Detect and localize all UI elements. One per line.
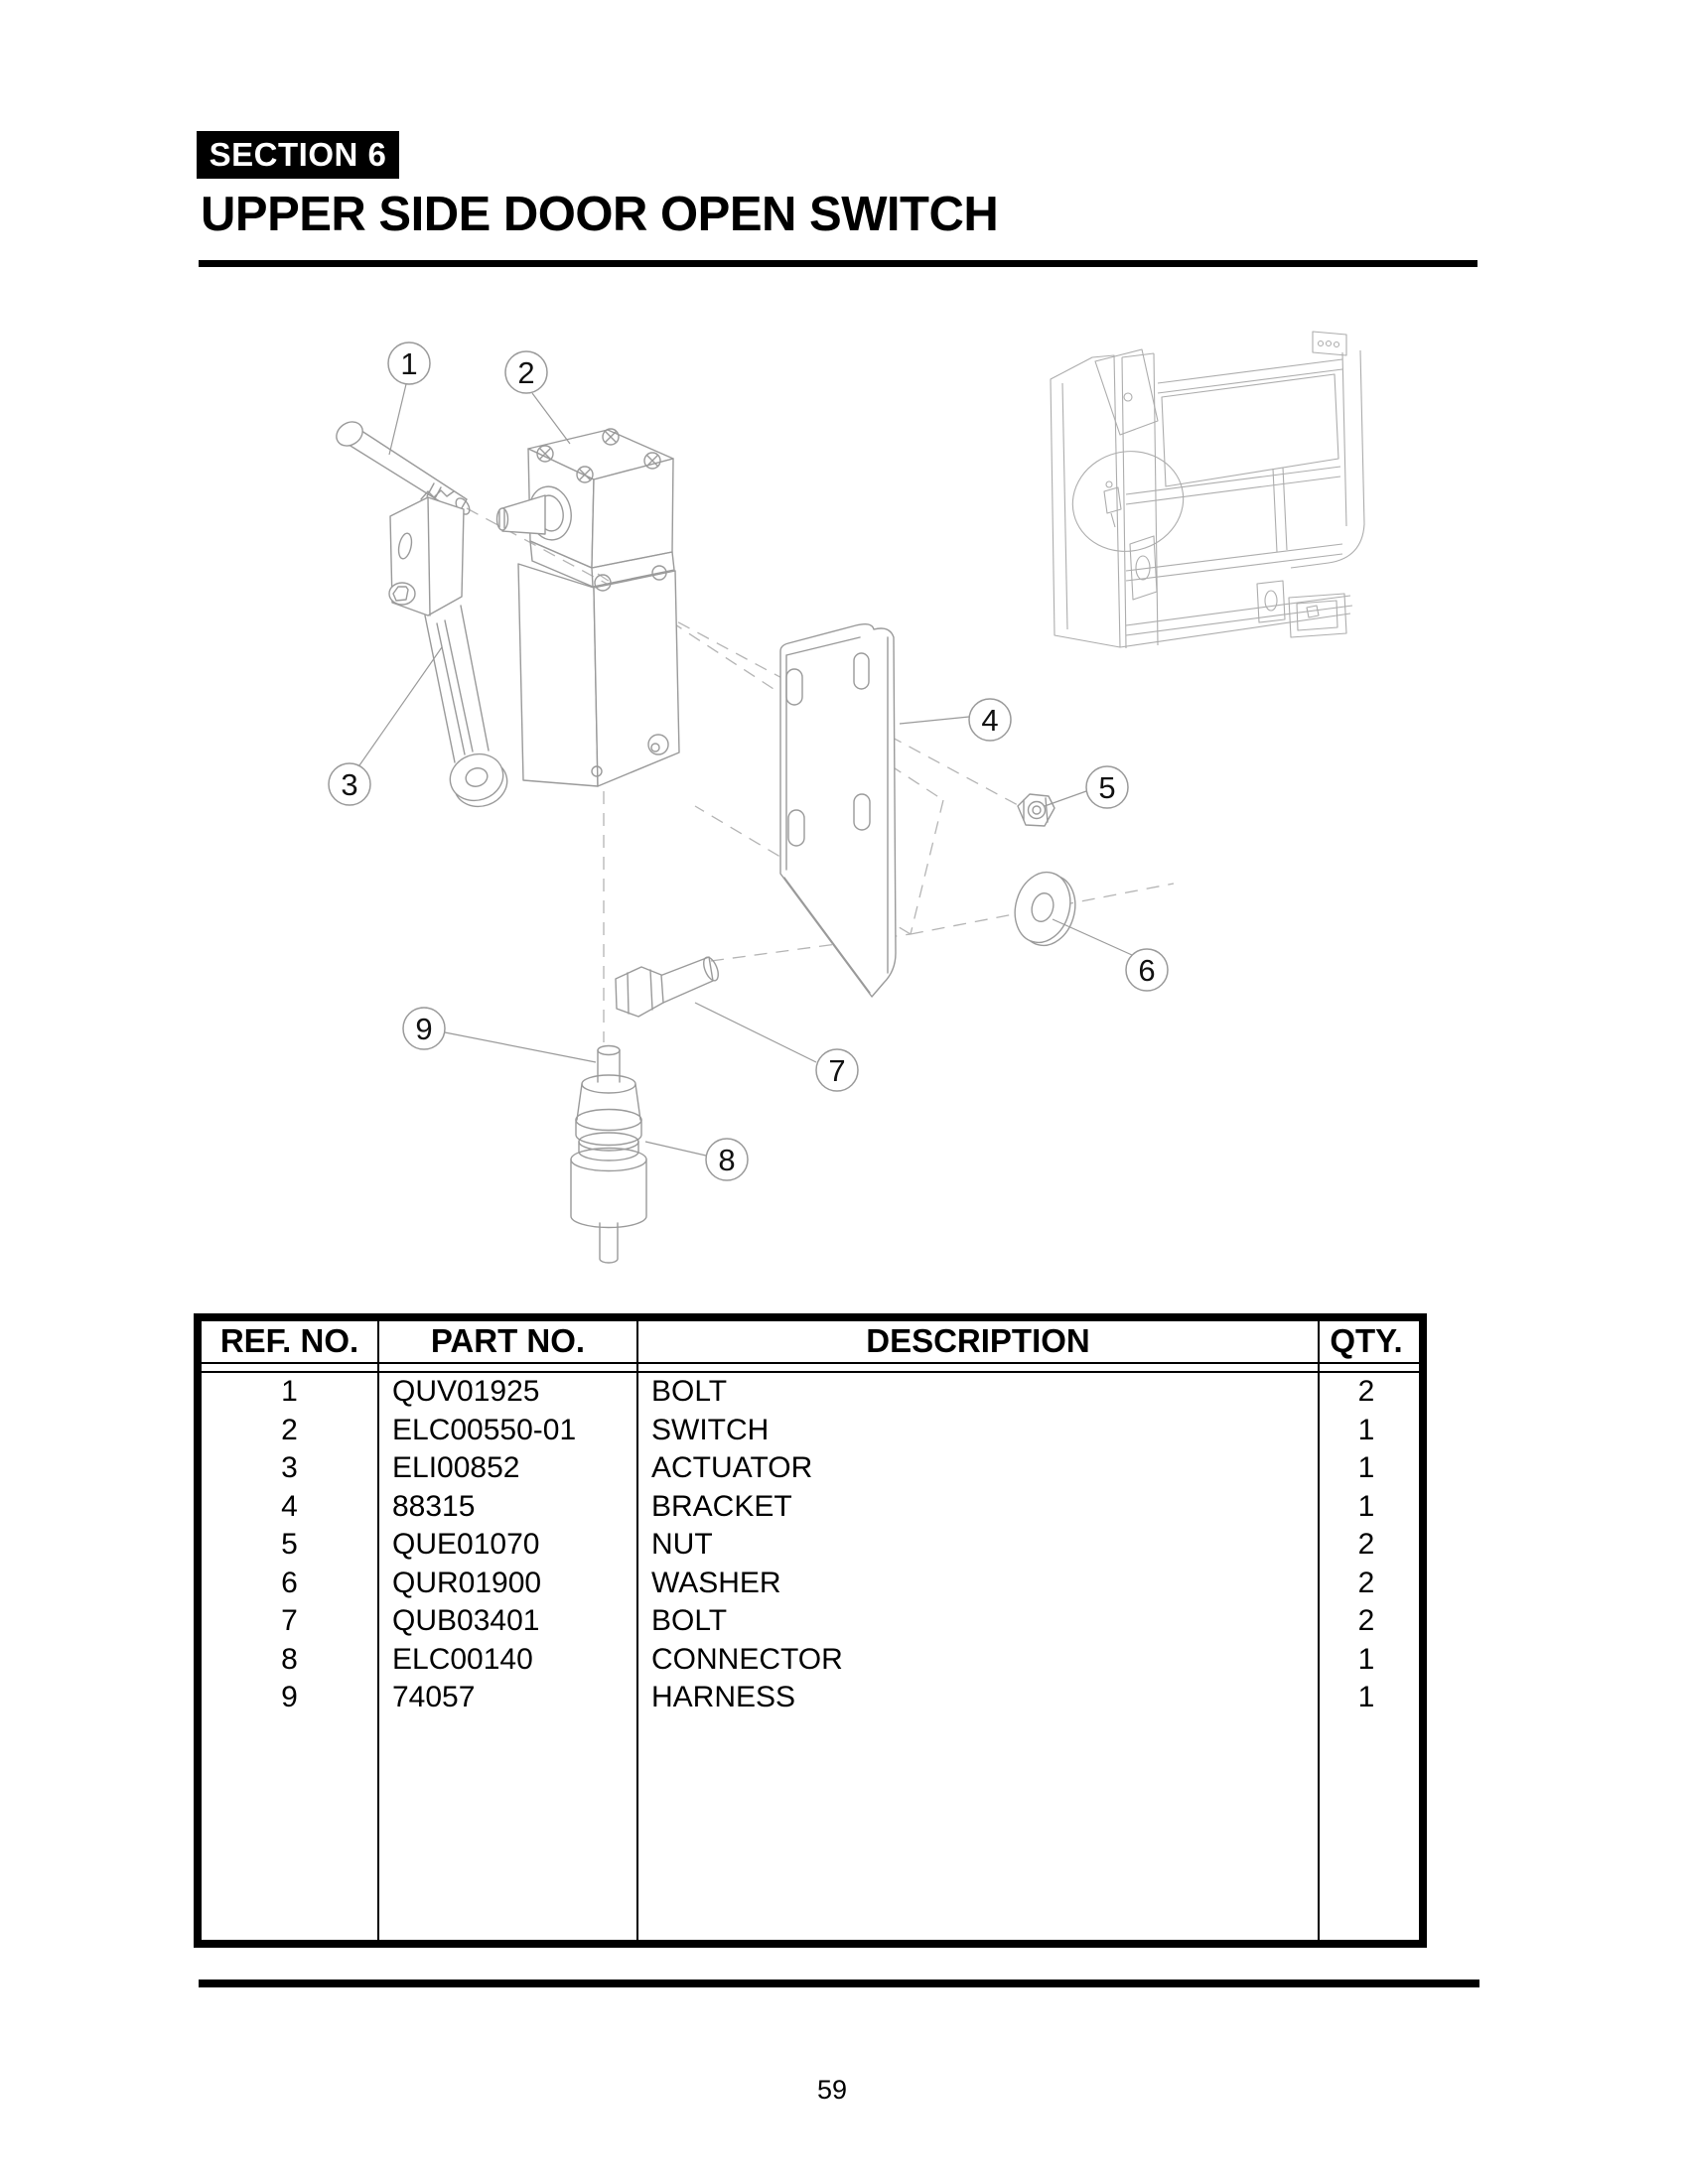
part-bolt-1 <box>332 417 472 516</box>
title-rule <box>199 260 1477 267</box>
table-row: 9 74057 HARNESS 1 <box>202 1679 1419 1717</box>
header-description: DESCRIPTION <box>638 1321 1320 1362</box>
table-row: 4 88315 BRACKET 1 <box>202 1488 1419 1527</box>
callout-9 <box>403 1008 445 1049</box>
part-washer <box>1007 866 1083 952</box>
svg-text:6: 6 <box>1138 953 1156 988</box>
callout-3 <box>329 763 370 805</box>
callout-2 <box>505 351 547 393</box>
svg-text:4: 4 <box>981 703 999 738</box>
table-row: 7 QUB03401 BOLT 2 <box>202 1602 1419 1641</box>
callout-4 <box>969 699 1011 741</box>
table-empty-space <box>202 1717 1419 1941</box>
callout-1 <box>388 342 430 384</box>
header-ref-no: REF. NO. <box>202 1321 379 1362</box>
parts-table <box>194 1313 1427 1948</box>
table-row: 3 ELI00852 ACTUATOR 1 <box>202 1449 1419 1488</box>
table-row: 8 ELC00140 CONNECTOR 1 <box>202 1641 1419 1680</box>
callout-8 <box>706 1139 748 1180</box>
table-header-row <box>202 1321 1419 1364</box>
svg-text:7: 7 <box>828 1053 846 1088</box>
door-frame-assembly-art <box>1051 332 1364 648</box>
part-actuator <box>389 490 513 813</box>
svg-text:8: 8 <box>718 1143 736 1177</box>
header-part-no: PART NO. <box>379 1321 638 1362</box>
table-row: 6 QUR01900 WASHER 2 <box>202 1565 1419 1603</box>
page-title: UPPER SIDE DOOR OPEN SWITCH <box>201 188 999 241</box>
section-badge: SECTION 6 <box>197 131 399 179</box>
part-connector <box>571 1046 646 1264</box>
part-nut <box>1018 794 1055 826</box>
exploded-parts-diagram <box>0 278 1688 1310</box>
svg-text:5: 5 <box>1098 770 1116 805</box>
footer-rule <box>199 1979 1479 1987</box>
header-qty: QTY. <box>1330 1322 1403 1359</box>
callout-7 <box>816 1049 858 1091</box>
svg-text:3: 3 <box>341 767 358 802</box>
svg-text:1: 1 <box>400 346 418 381</box>
svg-text:9: 9 <box>415 1012 433 1046</box>
callout-5 <box>1086 766 1128 808</box>
table-row: 1 QUV01925 BOLT 2 <box>202 1373 1419 1412</box>
page-number: 59 <box>816 2075 848 2105</box>
part-switch <box>497 429 680 786</box>
header-double-rule <box>202 1364 1419 1373</box>
part-bracket <box>780 624 896 997</box>
svg-text:2: 2 <box>517 355 535 390</box>
table-row: 5 QUE01070 NUT 2 <box>202 1526 1419 1565</box>
callout-6 <box>1126 949 1168 991</box>
table-row: 2 ELC00550-01 SWITCH 1 <box>202 1412 1419 1450</box>
